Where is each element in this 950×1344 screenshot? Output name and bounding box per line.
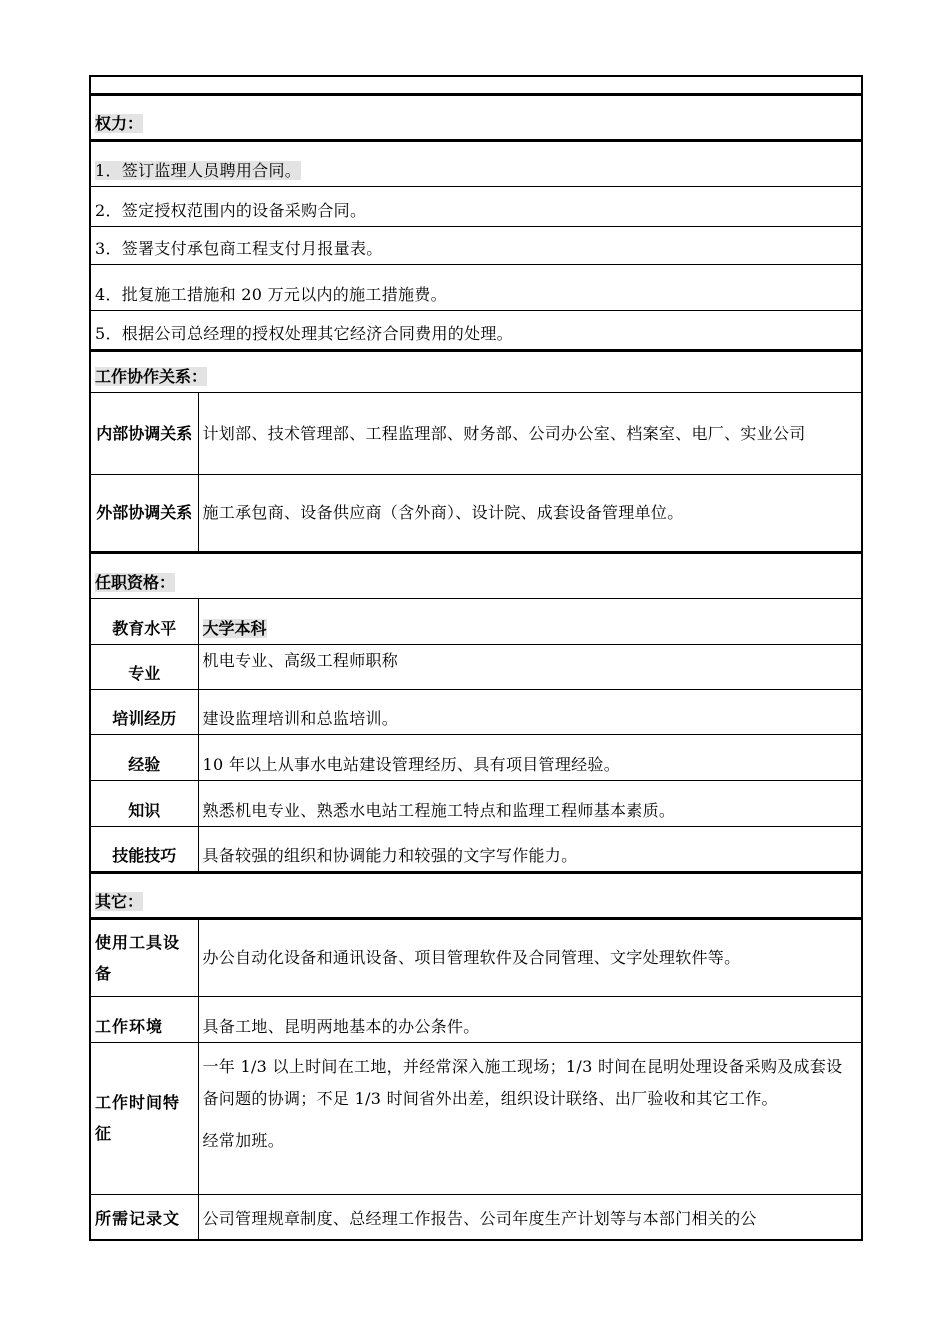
training-label: 培训经历: [90, 689, 198, 734]
other-header: 其它：: [95, 891, 144, 911]
experience-value: 10 年以上从事水电站建设管理经历、具有项目管理经验。: [198, 734, 862, 780]
external-coordination-label: 外部协调关系: [90, 474, 198, 552]
authority-item-text: 5．根据公司总经理的授权处理其它经济合同费用的处理。: [95, 323, 513, 343]
authority-item-5: [90, 310, 862, 350]
qualification-section-header: [90, 552, 862, 598]
environment-value: 具备工地、昆明两地基本的办公条件。: [198, 996, 862, 1042]
records-value: 公司管理规章制度、总经理工作报告、公司年度生产计划等与本部门相关的公: [198, 1194, 862, 1240]
other-section-header: [90, 872, 862, 918]
cooperation-section-header: [90, 350, 862, 392]
cooperation-header: 工作协作关系：: [95, 366, 208, 386]
internal-coordination-value: 计划部、技术管理部、工程监理部、财务部、公司办公室、档案室、电厂、实业公司: [198, 392, 862, 474]
work-time-label: 工作时间特征: [90, 1042, 198, 1194]
education-label: 教育水平: [90, 598, 198, 644]
work-time-value-2: 经常加班。: [202, 1130, 285, 1150]
knowledge-label: 知识: [90, 780, 198, 826]
internal-coordination-label: 内部协调关系: [90, 392, 198, 474]
job-description-table: [89, 75, 863, 1241]
tools-label: 使用工具设备: [90, 918, 198, 996]
skills-value: 具备较强的组织和协调能力和较强的文字写作能力。: [198, 826, 862, 872]
major-value: 机电专业、高级工程师职称: [198, 644, 862, 689]
authority-item-1: [90, 140, 862, 186]
work-time-value-cell: [198, 1042, 862, 1194]
records-label: 所需记录文: [90, 1194, 198, 1240]
authority-item-3: [90, 226, 862, 264]
training-value: 建设监理培训和总监培训。: [198, 689, 862, 734]
environment-label: 工作环境: [90, 996, 198, 1042]
external-coordination-value: 施工承包商、设备供应商（含外商）、设计院、成套设备管理单位。: [198, 474, 862, 552]
authority-item-text: 2．签定授权范围内的设备采购合同。: [95, 200, 367, 220]
major-label: 专业: [90, 644, 198, 689]
knowledge-value: 熟悉机电专业、熟悉水电站工程施工特点和监理工程师基本素质。: [198, 780, 862, 826]
top-blank-row: [90, 76, 862, 94]
authority-item-text: 4．批复施工措施和 20 万元以内的施工措施费。: [95, 284, 447, 304]
skills-label: 技能技巧: [90, 826, 198, 872]
work-time-value-1: 一年 1/3 以上时间在工地，并经常深入施工现场；1/3 时间在昆明处理设备采购及成套设备问题的协调；不足 1/3 时间省外出差，组织设计联络、出厂验收和其它工作。: [202, 1056, 843, 1108]
authority-header: 权力：: [95, 113, 144, 133]
education-value-cell: [198, 598, 862, 644]
authority-item-text: 1．签订监理人员聘用合同。: [95, 160, 302, 180]
tools-value: 办公自动化设备和通讯设备、项目管理软件及合同管理、文字处理软件等。: [198, 918, 862, 996]
education-value: 大学本科: [202, 618, 267, 638]
qualification-header: 任职资格：: [95, 572, 176, 592]
job-description-document: [89, 75, 861, 1241]
authority-item-4: [90, 264, 862, 310]
authority-item-2: [90, 186, 862, 226]
experience-label: 经验: [90, 734, 198, 780]
authority-section-header: [90, 94, 862, 140]
authority-item-text: 3．签署支付承包商工程支付月报量表。: [95, 238, 383, 258]
